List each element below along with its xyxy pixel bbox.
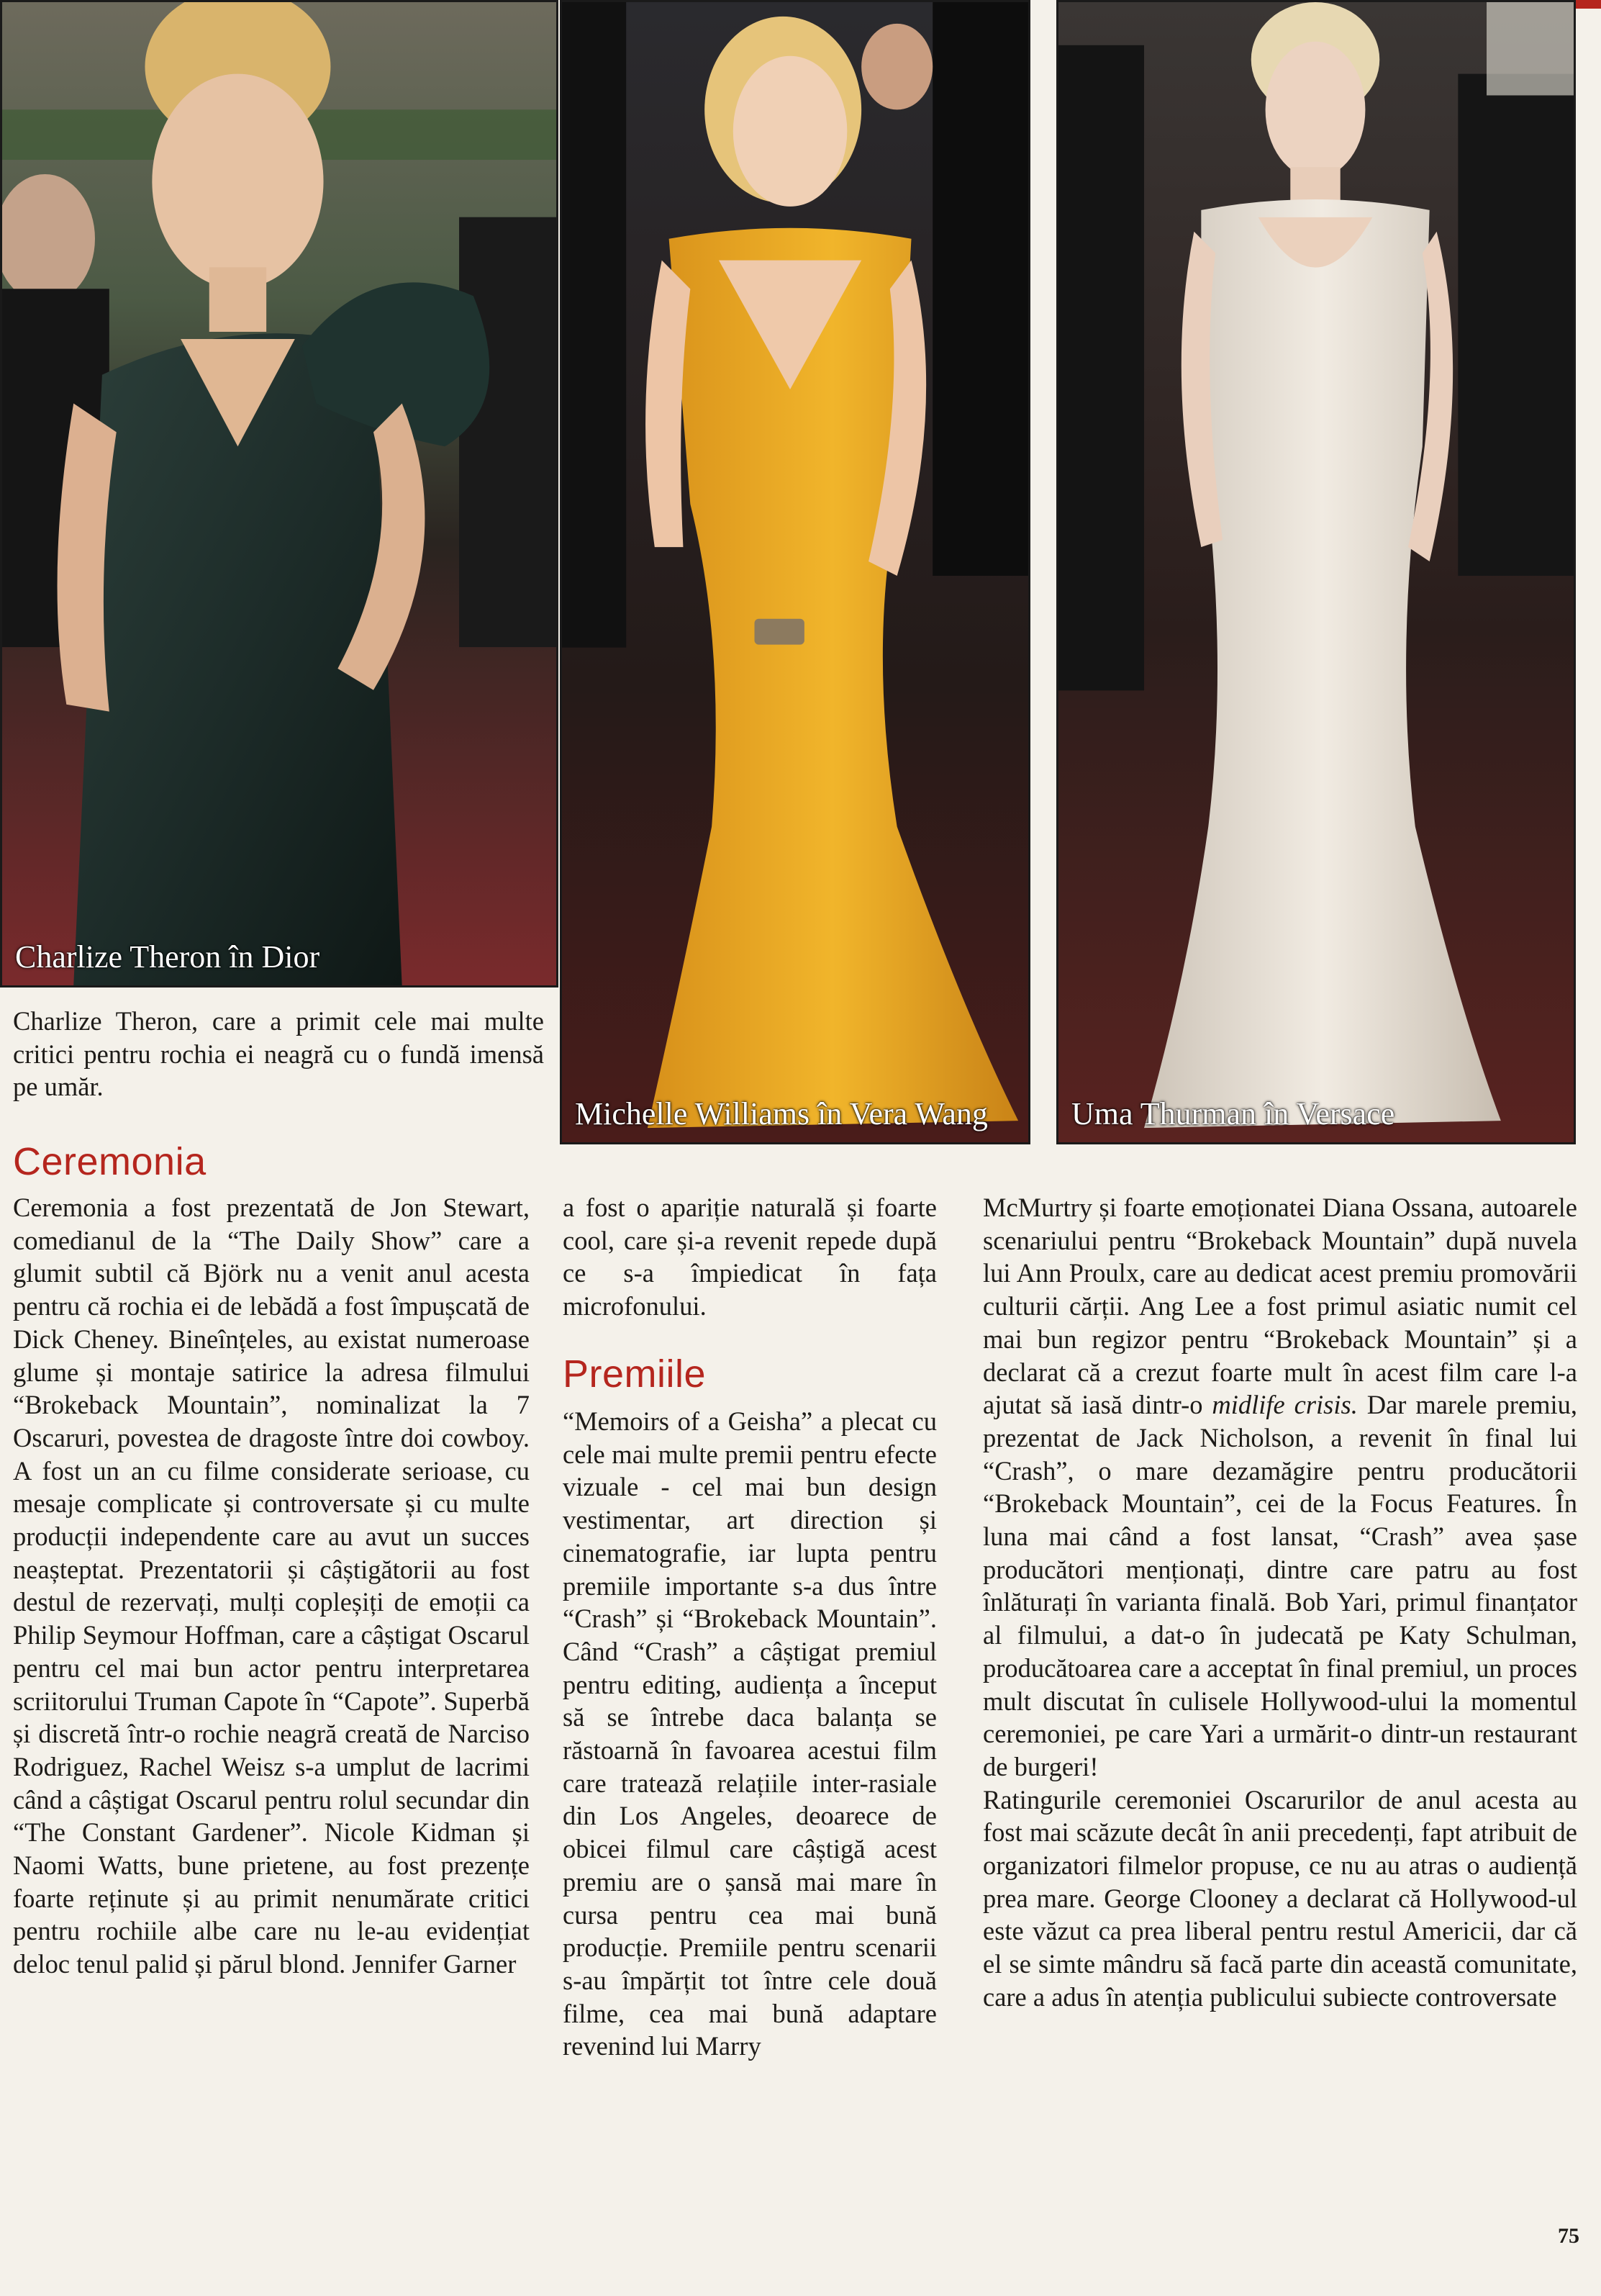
- uma-photo-illustration: [1058, 2, 1574, 1142]
- uma-caption: Uma Thurman în Versace: [1071, 1096, 1395, 1131]
- page-number: 75: [1558, 2224, 1579, 2248]
- photo-uma-thurman: [1056, 0, 1576, 1144]
- charlize-photo-illustration: [2, 2, 556, 985]
- column-3-text: [983, 1191, 1577, 2014]
- photo-charlize-theron: [0, 0, 558, 987]
- col3-paragraph-2: Ratingurile ceremoniei Oscarurilor de anul acesta au fost mai scăzute decât în anii precedenți, fapt atribuit de organizatori filmelor propuse, ce nu au atras o audiență prea mare. George Clooney a declarat că Hollywood-ul este văzut ca prea liberal pentru restul Americii, dar că el se simte mândru să facă parte din această comunitate, care a adus în atenția publicului subiecte controversate: [983, 1784, 1577, 2012]
- intro-caption: [13, 1005, 544, 1103]
- column-2-text: [563, 1405, 937, 2063]
- ceremonia-paragraph: Ceremonia a fost prezentată de Jon Stewart, comedianul de la “The Daily Show” care a glumit subtil că Björk nu a venit anul acesta pentru că rochia ei de lebădă a fost împușcată de Dick Cheney. Bineînțeles, au existat numeroase glume și montaje satirice la adresa filmului “Brokeback Mountain”, nominalizat la 7 Oscaruri, povestea de dragoste între doi cowboy. A fost un an cu filme considerate serioase, cu mesaje complicate și controversate și cu multe producții independente care au avut un succes neașteptat. Prezentatorii și câștigătorii au fost destul de rezervați, mulți copleșiți de emoții ca Philip Seymour Hoffman, care a câștigat Oscarul pentru cel mai bun actor pentru interpretarea scriitorului Truman Capote în “Capote”. Superbă și discretă într-o rochie neagră creată de Narciso Rodriguez, Rachel Weisz s-a umplut de lacrimi când a câștigat Oscarul pentru rolul secundar din “The Constant Gardener”. Nicole Kidman și Naomi Watts, bune prietene, au fost prezențe foarte reținute și au primit nenumărate critici pentru rochiile albe care nu le-au evidențiat deloc tenul palid și părul blond. Jennifer Garner: [13, 1193, 530, 1979]
- premiile-paragraph: “Memoirs of a Geisha” a plecat cu cele mai multe premii pentru efecte vizuale - cel mai bun design vestimentar, art direction și cinematografie, iar lupta pentru premiile importante s-a dus între “Crash” și “Brokeback Mountain”. Când “Crash” a câștigat premiul pentru editing, audiența a început să se întrebe daca balanța se răstoarnă în favoarea acestui film care tratează relațiile inter-rasiale din Los Angeles, deoarece de obicei filmul care câștigă acest premiu are o șansă mai mare în cursa pentru cea mai bună producție. Premiile pentru scenarii s-au împărțit tot între cele două filme, cea mai bună adaptare revenind lui Marry: [563, 1406, 937, 2061]
- intro-caption-text: Charlize Theron, care a primit cele mai multe critici pentru rochia ei neagră cu o fundă imensă pe umăr.: [13, 1006, 544, 1102]
- heading-premiile: Premiile: [563, 1352, 707, 1396]
- col2-top-paragraph: a fost o apariție naturală și foarte cool, care și-a revenit repede după ce s-a împiedicat în fața microfonului.: [563, 1193, 937, 1321]
- michelle-caption: Michelle Williams în Vera Wang: [575, 1096, 988, 1131]
- column-2-top-text: [563, 1191, 937, 1323]
- col3-paragraph-1: [983, 1191, 1577, 1784]
- photo-michelle-williams: [560, 0, 1030, 1144]
- charlize-caption: Charlize Theron în Dior: [15, 939, 320, 975]
- column-1-text: [13, 1191, 530, 1981]
- heading-ceremonia: Ceremonia: [13, 1140, 207, 1183]
- michelle-photo-illustration: [562, 2, 1028, 1142]
- col3-p1-before: McMurtry și foarte emoționatei Diana Ossana, autoarele scenariului pentru “Brokeback Mountain” după nuvela lui Ann Proulx, care au dedicat acest premiu promovării culturii cărții. Ang Lee a fost primul asiatic numit cel mai bun regizor pentru “Brokeback Mountain” și a declarat că a crezut foarte mult în acest film care l-a ajutat să iasă dintr-o: [983, 1193, 1577, 1420]
- col3-p1-italic: midlife crisis.: [1212, 1390, 1358, 1420]
- col3-p1-after: Dar marele premiu, prezentat de Jack Nicholson, a revenit în final lui “Crash”, o mare dezamăgire pentru producătorii “Brokeback Mountain”, cei de la Focus Features. În luna mai când a fost lansat, “Crash” avea șase producători menționați, dintre care patru au fost înlăturați în varianta finală. Bob Yari, primul finanțator al filmului, a dat-o în judecată pe Katy Schulman, producătoarea care a acceptat în final premiul, un proces mult discutat în culisele Hollywood-ului la momentul ceremoniei, pe care Yari a urmărit-o dintr-un restaurant de burgeri!: [983, 1390, 1578, 1781]
